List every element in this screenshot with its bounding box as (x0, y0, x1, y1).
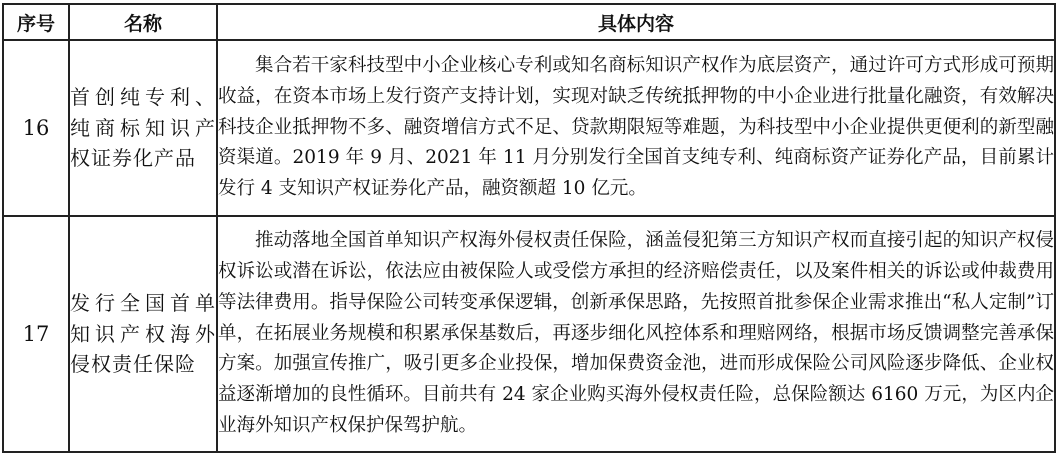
row-content-text: 推动落地全国首单知识产权海外侵权责任保险，涵盖侵犯第三方知识产权而直接引起的知识产权侵权诉讼或潜在诉讼，依法应由被保险人或受偿方承担的经济赔偿责任，以及案件相关的诉讼或仲裁费用等法律费用。指导保险公司转变承保逻辑，创新承保思路，先按照首批参保企业需求推出“私人定制”订单，在拓展业务规模和积累承保基数后，再逐步细化风控体系和理赔网络，根据市场反馈调整完善承保方案。加强宣传推广，吸引更多企业投保，增加保费资金池，进而形成保险公司风险逐步降低、企业权益逐渐增加的良性循环。目前共有 24 家企业购买海外侵权责任险，总保险额达 6160 万元，为区内企业海外知识产权保护保驾护航。 (218, 230, 1054, 436)
row-content (217, 216, 1055, 452)
table-row (3, 216, 1055, 452)
header-content: 具体内容 (217, 4, 1055, 40)
row-name: 发行全国首单知识产权海外侵权责任保险 (69, 216, 217, 452)
header-number: 序号 (3, 4, 69, 40)
row-name: 首创纯专利、纯商标知识产权证券化产品 (69, 40, 217, 216)
table-header-row (3, 4, 1055, 40)
row-number: 17 (3, 216, 69, 452)
header-name: 名称 (69, 4, 217, 40)
row-number: 16 (3, 40, 69, 216)
document-table (2, 3, 1056, 453)
row-content (217, 40, 1055, 216)
table-row (3, 40, 1055, 216)
row-content-text: 集合若干家科技型中小企业核心专利或知名商标知识产权作为底层资产，通过许可方式形成可预期收益，在资本市场上发行资产支持计划，实现对缺乏传统抵押物的中小企业进行批量化融资，有效解决科技企业抵押物不多、融资增信方式不足、贷款期限短等难题，为科技型中小企业提供更便利的新型融资渠道。2019 年 9 月、2021 年 11 月分别发行全国首支纯专利、纯商标资产证券化产品，目前累计发行 4 支知识产权证券化产品，融资额超 10 亿元。 (218, 55, 1054, 200)
